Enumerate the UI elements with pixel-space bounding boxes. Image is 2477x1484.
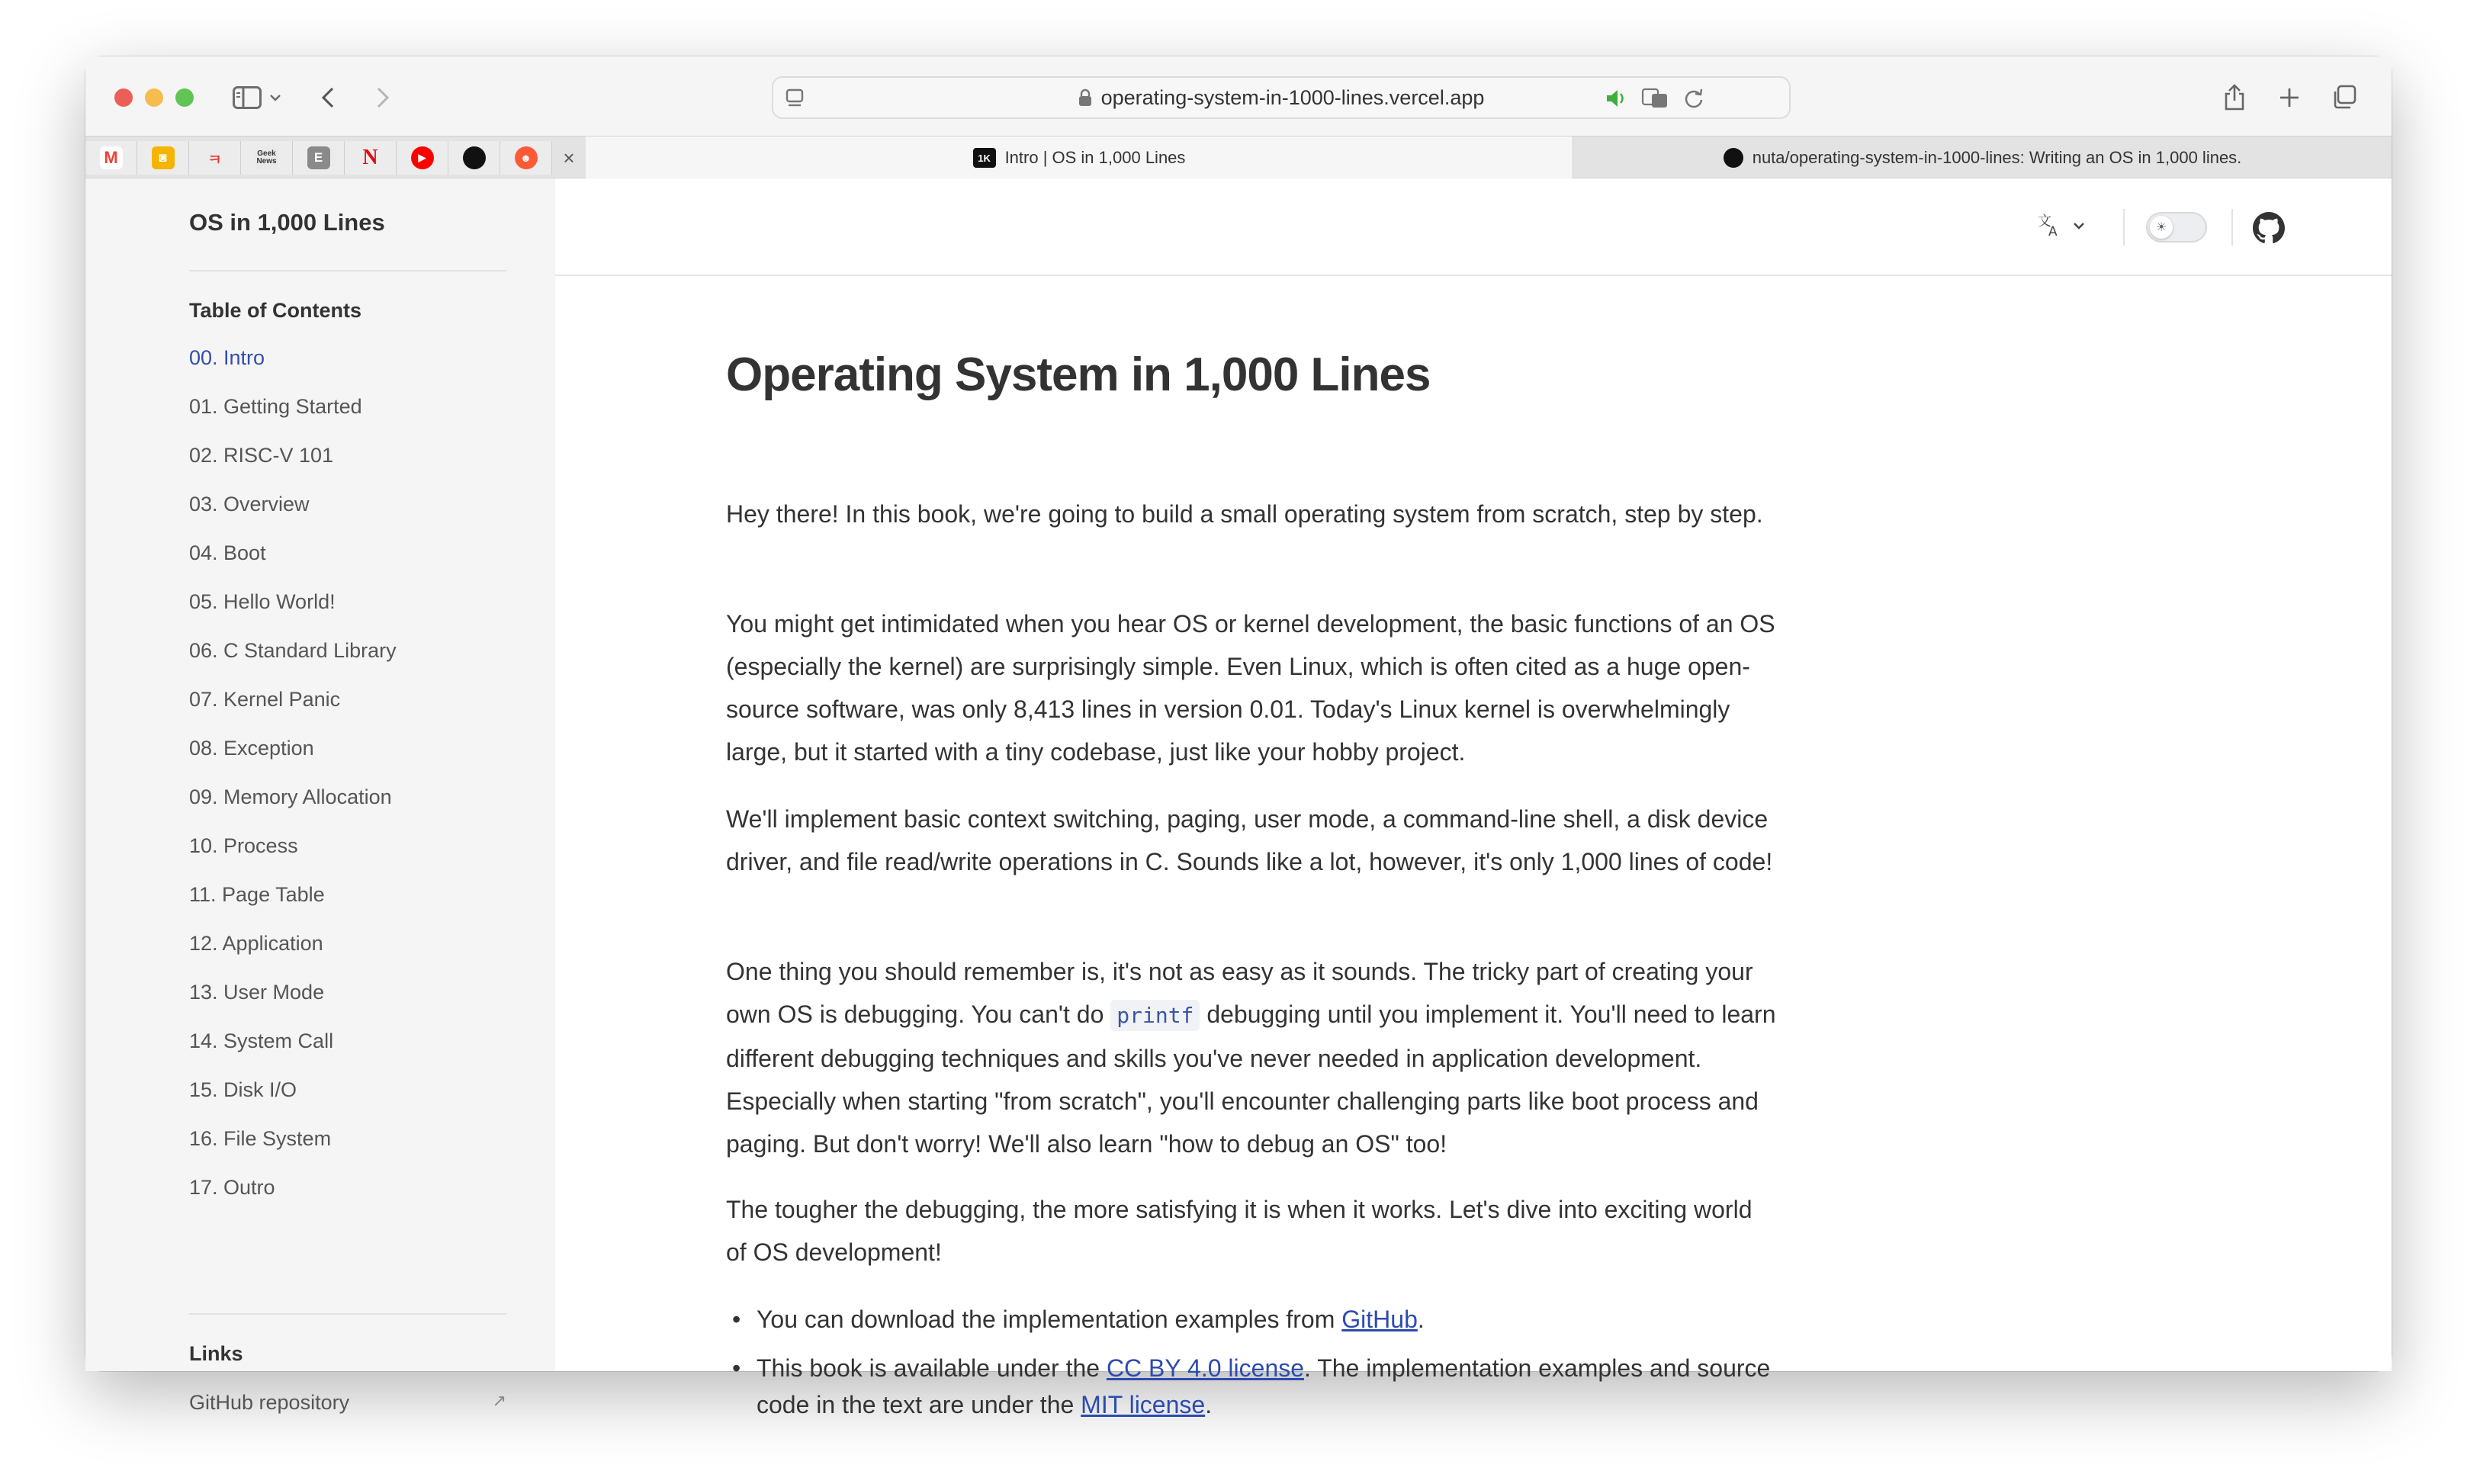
browser-window <box>85 56 2392 1418</box>
sidebar-link-github-repository[interactable] <box>189 1391 506 1415</box>
e-icon: E <box>307 146 330 169</box>
korean-app-icon: ㅋ <box>207 151 223 169</box>
sun-icon: ☀ <box>2150 216 2173 239</box>
paragraph-text: debugging until you implement it. You'll need to learn different debugging techniques and skills you've never needed in application development. Especially when starting "from scratch", you'll encounter challenging parts like boot process and paging. But don't worry! We'll also learn "how to debug an OS" too! <box>726 1001 1776 1158</box>
paragraph: The tougher the debugging, the more satisfying it is when it works. Let's dive into exciting world of OS development! <box>726 1196 1753 1266</box>
tab-intro[interactable] <box>586 137 1573 179</box>
list-item <box>726 1350 1778 1423</box>
tab-github-repo[interactable] <box>1573 137 2392 179</box>
svg-text:A: A <box>2048 224 2058 239</box>
tab-title: Intro | OS in 1,000 Lines <box>1004 148 1186 167</box>
toc-item[interactable]: 00. Intro <box>189 346 265 369</box>
gmail-icon: M <box>100 146 123 169</box>
toc-heading: Table of Contents <box>189 299 361 322</box>
list-item-text: You can download the implementation examples from <box>757 1306 1342 1333</box>
close-icon: × <box>563 146 575 169</box>
list-item-text: . <box>1205 1391 1213 1418</box>
pinned-tab-9[interactable] <box>500 141 552 175</box>
close-window-button[interactable] <box>114 88 133 107</box>
cc-license-link[interactable]: CC BY 4.0 license <box>1106 1354 1305 1382</box>
netflix-icon: N <box>362 146 378 169</box>
new-tab-icon[interactable] <box>2271 79 2308 116</box>
toc-item[interactable]: 15. Disk I/O <box>189 1078 297 1101</box>
page-title: Operating System in 1,000 Lines <box>726 349 1431 401</box>
pinned-tab-3[interactable] <box>189 141 241 175</box>
share-icon[interactable] <box>2216 79 2253 116</box>
inline-code: printf <box>1110 1000 1200 1031</box>
pinned-tab-gmail[interactable] <box>85 141 137 175</box>
geeknews-icon: Geek News <box>255 146 278 169</box>
list-item-text: This book is available under the <box>757 1354 1107 1382</box>
pinned-tab-2[interactable] <box>137 141 189 175</box>
list-item-text: . The implementation examples and source code in the text are under the <box>757 1354 1771 1418</box>
divider <box>189 270 506 271</box>
links-heading: Links <box>189 1342 243 1365</box>
paragraph: You might get intimidated when you hear OS or kernel development, the basic functions of an OS (especially the kernel) are surprisingly simple. Even Linux, which is often cited as a huge open-source software, was only 8,413 lines in version 0.01. Today's Linux kernel is overwhelmingly large, but it started with a tiny codebase, just like your hobby project. <box>726 610 1775 766</box>
toc-item[interactable]: 02. RISC-V 101 <box>189 444 334 467</box>
pinned-tab-github[interactable] <box>448 141 500 175</box>
toc-item[interactable]: 13. User Mode <box>189 981 325 1004</box>
toc-item[interactable]: 07. Kernel Panic <box>189 688 341 711</box>
pinned-tab-netflix[interactable] <box>345 141 397 175</box>
zoom-window-button[interactable] <box>175 88 194 107</box>
toc-item[interactable]: 10. Process <box>189 834 298 857</box>
paragraph: We'll implement basic context switching, paging, user mode, a command-line shell, a disk device driver, and file read/write operations in C. Sounds like a lot, however, it's only 1,000 lines of code! <box>726 805 1773 875</box>
toc-item[interactable]: 06. C Standard Library <box>189 639 397 662</box>
minimize-window-button[interactable] <box>145 88 163 107</box>
toc-item[interactable]: 11. Page Table <box>189 883 325 906</box>
toc-item[interactable]: 16. File System <box>189 1127 332 1150</box>
divider <box>2123 209 2125 246</box>
youtube-music-icon: ▶ <box>411 146 434 169</box>
github-icon <box>1724 148 1743 168</box>
paragraph-text: One thing you should remember is, it's not as easy as it sounds. The tricky part of creating your own OS is debugging. You can't do <box>726 958 1753 1028</box>
toc-item[interactable]: 14. System Call <box>189 1029 334 1052</box>
github-icon <box>463 146 486 169</box>
toc-item[interactable]: 09. Memory Allocation <box>189 785 392 808</box>
page-menu-icon[interactable] <box>784 86 807 114</box>
notes-list <box>726 1301 1778 1423</box>
red-circle-icon: ☻ <box>515 146 538 169</box>
translate-icon <box>2036 210 2064 242</box>
lock-icon <box>1078 88 1092 107</box>
pinned-tab-geeknews[interactable] <box>241 141 293 175</box>
paragraph <box>726 950 1778 1165</box>
github-icon[interactable] <box>2253 212 2285 248</box>
tab-bar <box>85 136 2392 178</box>
paragraph: Hey there! In this book, we're going to build a small operating system from scratch, step by step. <box>726 500 1763 528</box>
browser-toolbar <box>85 56 2392 136</box>
divider <box>189 1313 506 1315</box>
forward-arrow-icon[interactable] <box>365 79 401 116</box>
pinned-tab-youtube-music[interactable] <box>397 141 448 175</box>
speaker-icon[interactable] <box>1605 87 1629 115</box>
github-link[interactable]: GitHub <box>1341 1306 1418 1333</box>
translate-icon[interactable] <box>1641 87 1670 115</box>
list-item-text: . <box>1417 1306 1425 1333</box>
tab-title: nuta/operating-system-in-1000-lines: Writing an OS in 1,000 lines. <box>1752 148 2242 167</box>
divider <box>2231 209 2233 246</box>
link-label: GitHub repository <box>189 1391 350 1414</box>
external-link-icon: ↗ <box>492 1391 506 1410</box>
list-item <box>726 1301 1778 1338</box>
site-title[interactable]: OS in 1,000 Lines <box>189 209 385 236</box>
toc-item[interactable]: 12. Application <box>189 932 323 955</box>
svg-text:文: 文 <box>2038 214 2051 230</box>
url-text[interactable]: operating-system-in-1000-lines.vercel.app <box>1100 85 1485 109</box>
sidebar-toggle-icon[interactable] <box>229 79 265 116</box>
theme-toggle[interactable] <box>2146 212 2207 243</box>
address-bar[interactable] <box>772 76 1791 119</box>
site-favicon-icon: 1K <box>973 148 996 168</box>
close-tab-button[interactable] <box>552 141 586 175</box>
toc-item[interactable]: 05. Hello World! <box>189 590 336 613</box>
chevron-down-icon[interactable] <box>264 79 287 116</box>
docs-sidebar <box>85 178 555 1414</box>
language-switcher[interactable] <box>2036 210 2085 242</box>
orange-square-icon: ◙ <box>152 146 175 169</box>
reload-icon[interactable] <box>1682 87 1705 115</box>
toc-item[interactable]: 08. Exception <box>189 737 314 760</box>
toc-item[interactable]: 03. Overview <box>189 493 310 516</box>
toc-item[interactable]: 04. Boot <box>189 541 266 564</box>
toc-item[interactable]: 01. Getting Started <box>189 395 362 418</box>
tab-overview-icon[interactable] <box>2326 79 2363 116</box>
mit-license-link[interactable]: MIT license <box>1081 1391 1206 1418</box>
chevron-down-icon <box>2073 220 2085 233</box>
toc-item[interactable]: 17. Outro <box>189 1176 275 1199</box>
main-content <box>555 178 2392 1418</box>
top-navbar <box>555 178 2392 276</box>
pinned-tab-e[interactable] <box>293 141 345 175</box>
back-arrow-icon[interactable] <box>310 79 346 116</box>
